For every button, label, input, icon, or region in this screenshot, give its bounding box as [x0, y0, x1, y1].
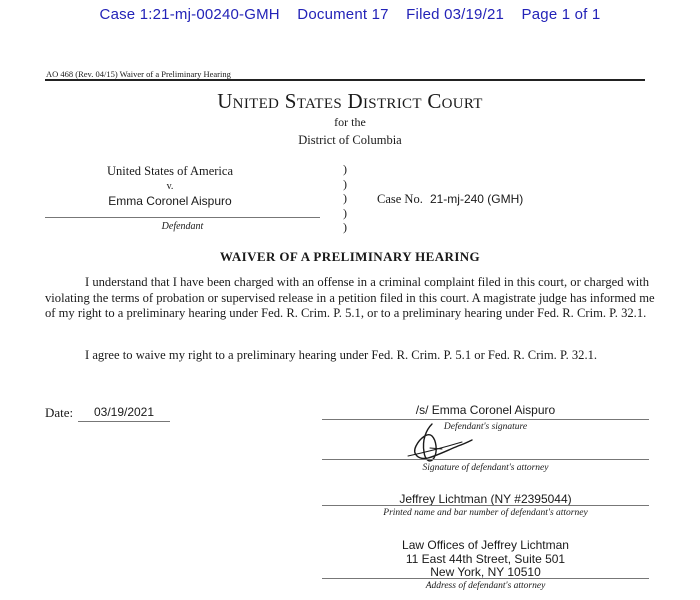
paren: ) [343, 191, 347, 205]
paragraph-text: I agree to waive my right to a preliminary hearing under Fed. R. Crim. P. 5.1 or Fed. R. Crim. P. 32.1. [85, 348, 598, 362]
defendant-name: Emma Coronel Aispuro [108, 194, 232, 208]
attorney-address-field[interactable] [322, 539, 649, 580]
paren: ) [343, 162, 347, 176]
paren: ) [343, 176, 347, 191]
plaintiff-name: United States of America [106, 164, 233, 178]
address-line: 11 East 44th Street, Suite 501 [405, 551, 566, 566]
district-name: District of Columbia [298, 133, 402, 147]
for-the-text: for the [334, 115, 366, 129]
attorney-name-label: Printed name and bar number of defendant's attorney [383, 508, 588, 518]
attorney-signature-line[interactable] [322, 459, 649, 460]
case-number-value: 21-mj-240 (GMH) [429, 192, 524, 206]
attorney-signature-label: Signature of defendant's attorney [422, 463, 549, 473]
defendant-signature-line [322, 419, 649, 420]
attorney-address-line [322, 578, 649, 579]
paren: ) [343, 205, 347, 220]
date-field[interactable]: 03/19/2021 [78, 405, 170, 422]
waiver-paragraph-2 [45, 348, 657, 364]
defendant-rule [45, 217, 320, 218]
case-number-label: Case No. [377, 192, 423, 206]
versus-text: v. [166, 181, 174, 192]
filing-stamp: Case 1:21-mj-00240-GMH Document 17 Filed 03/19/21 Page 1 of 1 [99, 6, 601, 23]
defendant-signature-label: Defendant's signature [443, 422, 528, 432]
defendant-signature-field[interactable]: /s/ Emma Coronel Aispuro [415, 403, 556, 417]
form-id: AO 468 (Rev. 04/15) Waiver of a Preliminary Hearing [46, 69, 231, 79]
document-heading: WAIVER OF A PRELIMINARY HEARING [219, 249, 481, 264]
paragraph-text: I understand that I have been charged with an offense in a criminal complaint filed in this court, or charged with violating the terms of probation or supervised release in a petition filed in this court. A magistrate judge has informed me of my right to a preliminary hearing under Fed. R. Crim. P. 5.1, or to a preliminary hearing under Fed. R. Crim. P. 32.1. [45, 275, 655, 320]
attorney-name-line [322, 505, 649, 506]
waiver-paragraph-1 [45, 275, 657, 322]
defendant-label: Defendant [161, 221, 204, 232]
header-rule [45, 79, 645, 81]
date-label: Date: [45, 405, 74, 420]
paren: ) [343, 220, 347, 234]
attorney-address-label: Address of defendant's attorney [425, 581, 546, 591]
court-title: United States District Court [217, 89, 483, 113]
case-number [377, 192, 523, 207]
address-line: Law Offices of Jeffrey Lichtman [402, 538, 569, 552]
attorney-name-field[interactable]: Jeffrey Lichtman (NY #2395044) [399, 492, 572, 506]
caption-parentheses [343, 162, 347, 235]
address-line: New York, NY 10510 [430, 565, 541, 579]
